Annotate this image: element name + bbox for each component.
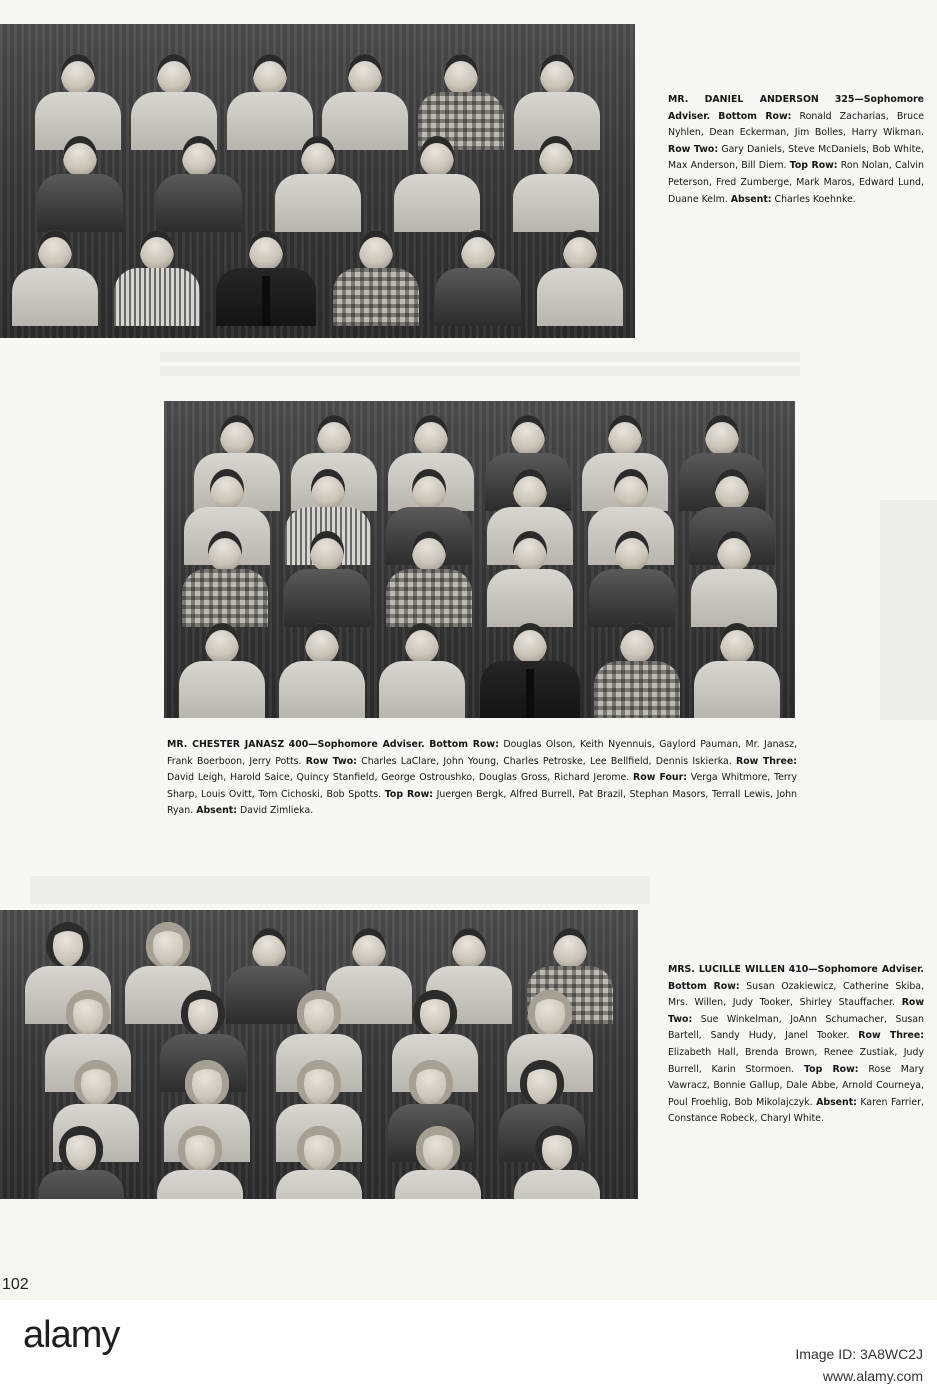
row-names: Gary Daniels, Steve McDaniels, Bob White, Max Anderson, Bill Diem.	[668, 143, 924, 172]
row-label: Absent:	[816, 1096, 857, 1108]
row-names: Rose Mary Vawracz, Bonnie Gallup, Dale Abbe, Arnold Courneya, Poul Froehlig, Bob Mikolajczyk.	[668, 1063, 925, 1108]
row-names: Elizabeth Hall, Brenda Brown, Renee Zustiak, Judy Burrell, Karin Stormoen.	[668, 1046, 924, 1075]
student-figure	[156, 136, 242, 232]
student-figure	[279, 623, 365, 718]
caption-heading: MR. DANIEL ANDERSON	[668, 94, 819, 105]
row-names: Sue Winkelman, JoAnn Schumacher, Susan Bartell, Sandy Hudy, Janel Tooker.	[668, 1013, 924, 1042]
student-figure	[694, 623, 780, 718]
teacher-figure	[480, 623, 580, 718]
student-figure	[594, 623, 680, 718]
student-figure	[487, 531, 573, 627]
student-figure	[114, 230, 200, 326]
student-figure	[275, 136, 361, 232]
row-label: Row Two:	[305, 755, 357, 767]
student-figure	[37, 136, 123, 232]
stock-logo: alamy	[23, 1314, 120, 1356]
page-number: 102	[2, 1276, 29, 1293]
row-label: Absent:	[730, 193, 772, 205]
row-names: Verga Whitmore, Terry Sharp, Louis Ovitt, Tom Cichoski, Bob Spotts.	[167, 772, 797, 800]
student-figure	[395, 1126, 481, 1199]
student-figure	[691, 531, 777, 627]
caption-janasz	[167, 737, 797, 820]
row-label: Row Two:	[668, 143, 719, 155]
row-label: Top Row:	[804, 1063, 859, 1075]
row-names: Karen Farrier, Constance Robeck, Charyl White.	[668, 1096, 924, 1125]
group-photo-willen	[0, 910, 638, 1199]
student-figure	[379, 623, 465, 718]
row-names: Charles LaClare, John Young, Charles Petroske, Lee Bellfield, Dennis Iskierka.	[361, 755, 732, 767]
row-names: Ron Nolan, Calvin Peterson, Fred Zumberge, Mark Maros, Edward Lund, Duane Kelm.	[668, 160, 924, 205]
row-names: David Zimlieka.	[240, 805, 314, 817]
row-label: Row Three:	[858, 1030, 924, 1042]
row-label: Row Three:	[735, 755, 798, 767]
student-figure	[514, 1126, 600, 1199]
student-figure	[394, 136, 480, 232]
student-figure	[284, 531, 370, 627]
caption-anderson	[668, 92, 924, 208]
student-figure	[513, 136, 599, 232]
group-photo-anderson	[0, 24, 635, 338]
row-names: Ronald Zacharias, Bruce Nyhlen, Dean Eckerman, Jim Bolles, Harry Wikman.	[668, 110, 925, 139]
caption-intro: 325—Sophomore Adviser.	[668, 94, 925, 122]
student-figure	[179, 623, 265, 718]
caption-intro: 400—Sophomore Adviser.	[288, 739, 425, 750]
student-figure	[38, 1126, 124, 1199]
row-names: Douglas Olson, Keith Nyennuis, Gaylord Pauman, Mr. Janasz, Frank Boerboon, Jerry Potts.	[167, 739, 798, 767]
student-figure	[589, 531, 675, 627]
teacher-figure	[276, 1126, 362, 1199]
row-label: Bottom Row:	[668, 980, 740, 992]
student-figure	[157, 1126, 243, 1199]
row-label: Top Row:	[384, 788, 434, 800]
caption-heading: MRS. LUCILLE WILLEN	[668, 964, 785, 975]
row-label: Row Four:	[633, 772, 687, 784]
site-url-text: www.alamy.com	[822, 1368, 923, 1384]
student-figure	[537, 230, 623, 326]
row-label: Absent:	[196, 805, 238, 817]
row-label: Bottom Row:	[718, 110, 792, 122]
caption-willen	[668, 962, 924, 1128]
row-label: Bottom Row:	[429, 739, 499, 750]
student-figure	[182, 531, 268, 627]
image-id-text: Image ID: 3A8WC2J	[795, 1346, 923, 1362]
student-figure	[386, 531, 472, 627]
caption-intro: 410—Sophomore Adviser.	[788, 964, 924, 975]
row-label: Top Row:	[789, 160, 838, 172]
row-names: Juergen Bergk, Alfred Burrell, Pat Brazil, Stephan Masors, Terrall Lewis, John Ryan.	[167, 788, 797, 817]
student-figure	[435, 230, 521, 326]
row-names: David Leigh, Harold Saice, Quincy Stanfield, George Ostroushko, Douglas Gross, Richard Jerome.	[167, 772, 630, 784]
student-figure	[12, 230, 98, 326]
student-figure	[333, 230, 419, 326]
teacher-figure	[216, 230, 316, 326]
stock-image-id	[795, 1343, 923, 1387]
caption-heading: MR. CHESTER JANASZ	[167, 739, 285, 750]
row-names: Susan Ozakiewicz, Catherine Skiba, Mrs. Willen, Judy Tooker, Shirley Stauffacher.	[668, 980, 924, 1009]
row-label: Row Two:	[668, 997, 925, 1025]
group-photo-janasz	[164, 401, 795, 718]
row-names: Charles Koehnke.	[774, 193, 856, 205]
